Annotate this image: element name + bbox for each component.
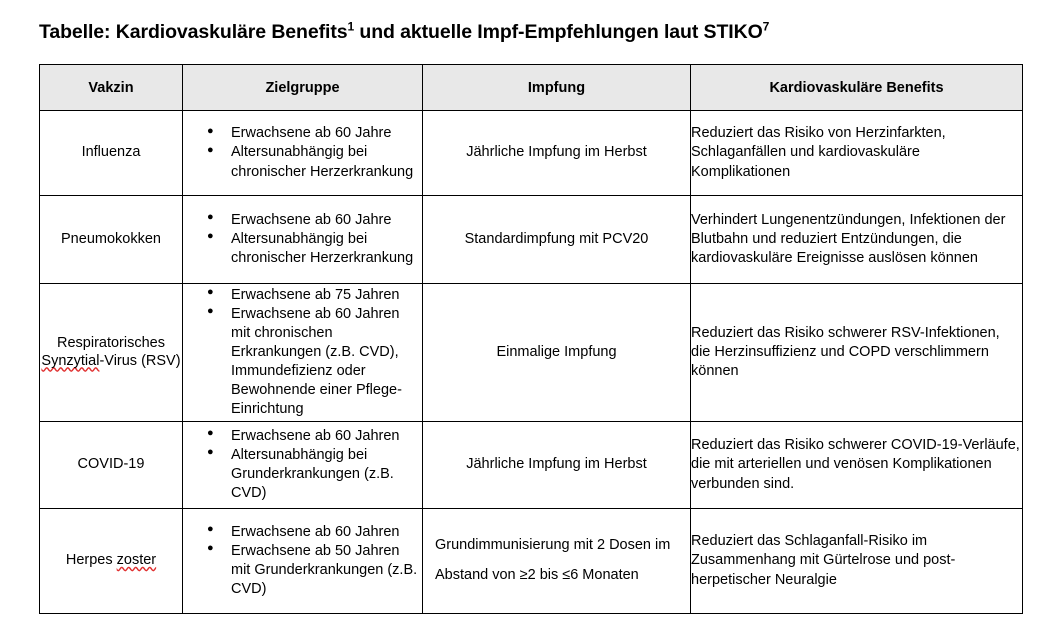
cell-vakzin bbox=[40, 284, 183, 422]
cell-vakzin bbox=[40, 422, 183, 509]
page-title-text-2: und aktuelle Impf-Empfehlungen laut STIKO bbox=[354, 21, 763, 43]
table-header bbox=[40, 65, 1023, 111]
list-item: ● Altersunabhängig bei chronischer Herzerkrankung bbox=[231, 230, 418, 268]
cell-zielgruppe bbox=[183, 111, 423, 196]
column-header-benefits: Kardiovaskuläre Benefits bbox=[691, 65, 1023, 111]
list-item: ● Erwachsene ab 75 Jahren bbox=[231, 286, 418, 305]
cell-vakzin bbox=[40, 111, 183, 196]
list-item: ● Erwachsene ab 60 Jahre bbox=[231, 211, 418, 230]
vakzin-text: -Virus (RSV) bbox=[99, 352, 181, 369]
table-row bbox=[40, 284, 1023, 422]
table-container bbox=[39, 64, 1022, 614]
cell-zielgruppe bbox=[183, 509, 423, 614]
vakzin-text: Herpes bbox=[65, 552, 117, 569]
vakzin-text: COVID-19 bbox=[77, 456, 145, 473]
cell-benefits: Reduziert das Risiko von Herzinfarkten, Schlaganfällen und kardiovaskuläre Komplikationen bbox=[691, 111, 1023, 196]
cell-impfung: Grundimmunisierung mit 2 Dosen im Abstand von ≥2 bis ≤6 Monaten bbox=[423, 509, 691, 614]
vakzin-text: Pneumokokken bbox=[61, 230, 161, 247]
page-title-footnote-1: 1 bbox=[347, 19, 355, 34]
spellcheck-underlined-word: zoster bbox=[116, 552, 157, 569]
cell-zielgruppe bbox=[183, 422, 423, 509]
list-item: ● Erwachsene ab 60 Jahre bbox=[231, 124, 418, 143]
list-item: ● Altersunabhängig bei Grunderkrankungen (z.B. CVD) bbox=[231, 446, 418, 503]
column-header-vakzin: Vakzin bbox=[40, 65, 183, 111]
cell-benefits: Reduziert das Schlaganfall-Risiko im Zusammenhang mit Gürtelrose und post-herpetischer Neuralgie bbox=[691, 509, 1023, 614]
table-row bbox=[40, 196, 1023, 284]
table-header-row bbox=[40, 65, 1023, 111]
cell-impfung: Jährliche Impfung im Herbst bbox=[423, 111, 691, 196]
zielgruppe-list bbox=[183, 124, 422, 181]
page-title bbox=[39, 21, 769, 44]
cell-vakzin bbox=[40, 509, 183, 614]
list-item: ● Erwachsene ab 50 Jahren mit Grunderkrankungen (z.B. CVD) bbox=[231, 542, 418, 599]
cell-impfung: Standardimpfung mit PCV20 bbox=[423, 196, 691, 284]
vakzin-text: Influenza bbox=[81, 144, 141, 161]
table-row bbox=[40, 422, 1023, 509]
list-item: ● Erwachsene ab 60 Jahren mit chronischen Erkrankungen (z.B. CVD), Immundefizienz oder Bewohnende einer Pflege-Einrichtung bbox=[231, 305, 418, 420]
table-row bbox=[40, 509, 1023, 614]
page-title-text: Tabelle: Kardiovaskuläre Benefits bbox=[39, 21, 348, 43]
column-header-zielgruppe: Zielgruppe bbox=[183, 65, 423, 111]
spellcheck-underlined-word: Synzytial bbox=[41, 352, 100, 369]
zielgruppe-list bbox=[183, 286, 422, 420]
cell-benefits: Reduziert das Risiko schwerer COVID-19-Verläufe, die mit arteriellen und venösen Komplikationen verbunden sind. bbox=[691, 422, 1023, 509]
cell-impfung: Jährliche Impfung im Herbst bbox=[423, 422, 691, 509]
zielgruppe-list bbox=[183, 427, 422, 504]
cell-benefits: Verhindert Lungenentzündungen, Infektionen der Blutbahn und reduziert Entzündungen, die kardiovaskuläre Ereignisse auslösen können bbox=[691, 196, 1023, 284]
cell-vakzin bbox=[40, 196, 183, 284]
list-item: ● Erwachsene ab 60 Jahren bbox=[231, 427, 418, 446]
table-row bbox=[40, 111, 1023, 196]
column-header-impfung: Impfung bbox=[423, 65, 691, 111]
table-body bbox=[40, 111, 1023, 614]
cell-zielgruppe bbox=[183, 196, 423, 284]
cell-benefits: Reduziert das Risiko schwerer RSV-Infektionen, die Herzinsuffizienz und COPD verschlimmern können bbox=[691, 284, 1023, 422]
cell-impfung: Einmalige Impfung bbox=[423, 284, 691, 422]
cell-zielgruppe bbox=[183, 284, 423, 422]
vakzin-text: Respiratorisches bbox=[57, 334, 165, 351]
list-item: ● Erwachsene ab 60 Jahren bbox=[231, 523, 418, 542]
vaccination-table bbox=[39, 64, 1023, 614]
zielgruppe-list bbox=[183, 211, 422, 268]
zielgruppe-list bbox=[183, 523, 422, 600]
page-title-footnote-2: 7 bbox=[762, 19, 770, 34]
list-item: ● Altersunabhängig bei chronischer Herzerkrankung bbox=[231, 143, 418, 181]
